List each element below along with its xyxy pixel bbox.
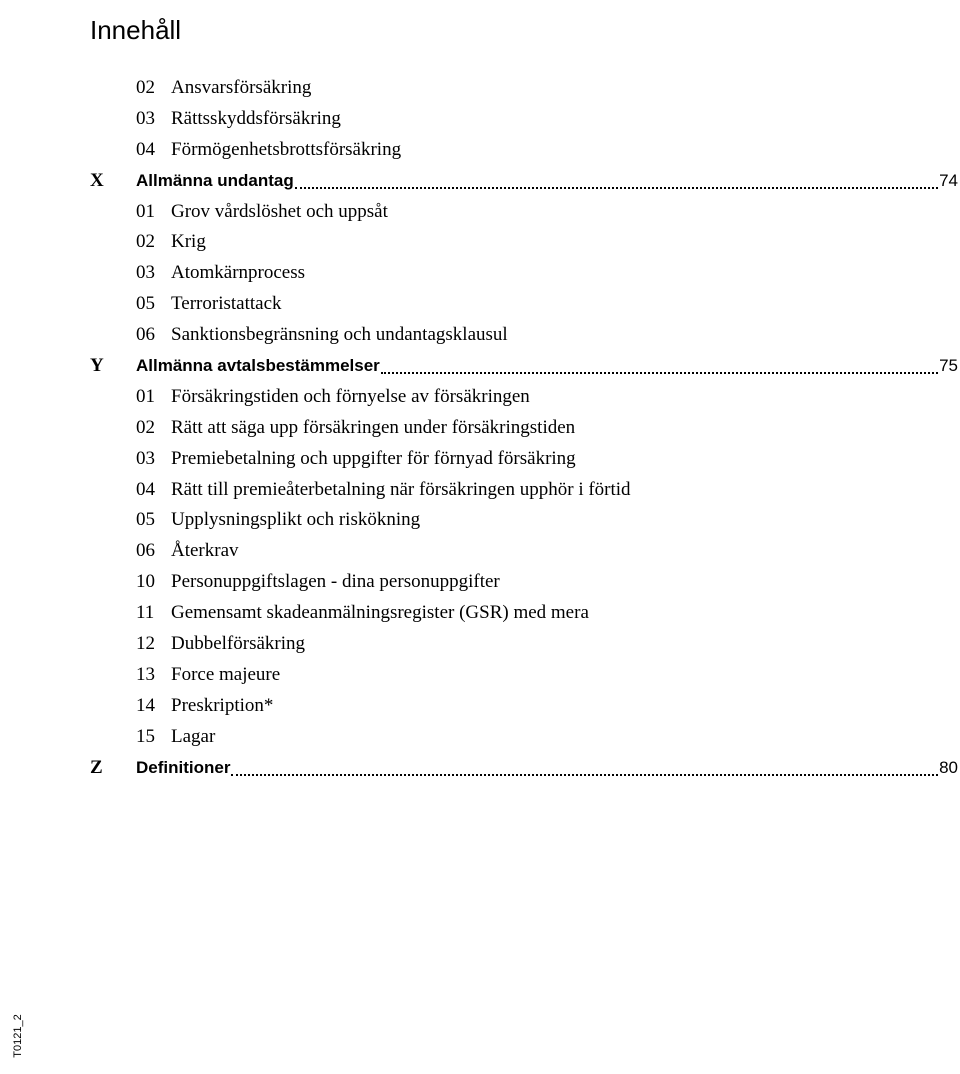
toc-subitem-row[interactable] (0, 72, 960, 103)
toc-subitem-row[interactable] (0, 412, 960, 443)
subitem-title: Rättsskyddsförsäkring (171, 107, 341, 129)
toc-section-row[interactable] (0, 350, 960, 381)
section-letter: Z (90, 756, 103, 778)
toc-subitem-row[interactable] (0, 381, 960, 412)
toc-subitem-row[interactable] (0, 103, 960, 134)
toc-subitem-row[interactable] (0, 597, 960, 628)
subitem-title: Terroristattack (171, 293, 282, 315)
toc-subitem-row[interactable] (0, 288, 960, 319)
dot-leader (295, 187, 938, 189)
page-title: Innehåll (90, 15, 182, 46)
subitem-number: 02 (136, 231, 155, 253)
section-page-number: 74 (939, 170, 958, 190)
subitem-title: Ansvarsförsäkring (171, 77, 312, 98)
dot-leader (381, 372, 938, 374)
section-title: Definitioner (136, 757, 231, 777)
subitem-number: 14 (136, 694, 155, 716)
subitem-title: Premiebetalning och uppgifter för förnyad försäkring (171, 447, 576, 469)
subitem-title: Force majeure (171, 663, 281, 685)
section-page-number: 75 (939, 356, 958, 376)
toc-section-row[interactable] (0, 165, 960, 196)
document-code: T0121_2 (12, 1014, 24, 1058)
section-page-number: 80 (939, 757, 958, 777)
section-entry (136, 168, 960, 194)
subitem-title: Atomkärnprocess (171, 262, 306, 284)
toc-subitem-row[interactable] (0, 690, 960, 721)
subitem-number: 02 (136, 77, 155, 98)
subitem-number: 04 (136, 138, 155, 160)
toc-subitem-row[interactable] (0, 443, 960, 474)
toc-subitem-row[interactable] (0, 721, 960, 752)
subitem-title: Dubbelförsäkring (171, 633, 306, 655)
section-entry (136, 755, 960, 781)
subitem-number: 06 (136, 540, 155, 562)
section-title: Allmänna avtalsbestämmelser (136, 356, 380, 376)
subitem-number: 04 (136, 478, 155, 500)
subitem-title: Sanktionsbegränsning och undantagsklausul (171, 324, 508, 346)
subitem-title: Försäkringstiden och förnyelse av försäkringen (171, 385, 530, 407)
subitem-number: 03 (136, 262, 155, 284)
toc-subitem-row[interactable] (0, 226, 960, 257)
subitem-number: 01 (136, 200, 155, 222)
section-letter: Y (90, 355, 104, 377)
dot-leader (231, 774, 938, 776)
subitem-number: 05 (136, 293, 155, 315)
subitem-title: Krig (171, 231, 206, 253)
toc-subitem-row[interactable] (0, 319, 960, 350)
subitem-number: 03 (136, 107, 155, 129)
subitem-number: 01 (136, 385, 155, 407)
toc-subitem-row[interactable] (0, 474, 960, 505)
subitem-title: Preskription* (171, 694, 274, 716)
subitem-title: Grov vårdslöshet och uppsåt (171, 200, 388, 222)
section-entry (136, 353, 960, 379)
subitem-number: 11 (136, 602, 155, 624)
toc-subitem-row[interactable] (0, 257, 960, 288)
subitem-number: 13 (136, 663, 155, 685)
toc-subitem-row[interactable] (0, 504, 960, 535)
table-of-contents (0, 72, 960, 782)
subitem-title: Rätt till premieåterbetalning när försäkringen upphör i förtid (171, 478, 631, 500)
toc-subitem-row[interactable] (0, 659, 960, 690)
subitem-number: 06 (136, 324, 155, 346)
toc-section-row[interactable] (0, 752, 960, 783)
section-title: Allmänna undantag (136, 170, 294, 190)
subitem-number: 15 (136, 725, 155, 747)
toc-subitem-row[interactable] (0, 535, 960, 566)
subitem-number: 05 (136, 509, 155, 531)
toc-subitem-row[interactable] (0, 628, 960, 659)
section-letter: X (90, 169, 104, 191)
subitem-title: Rätt att säga upp försäkringen under försäkringstiden (171, 416, 576, 438)
subitem-number: 12 (136, 633, 155, 655)
toc-subitem-row[interactable] (0, 196, 960, 227)
subitem-title: Gemensamt skadeanmälningsregister (GSR) med mera (171, 602, 589, 624)
subitem-title: Personuppgiftslagen - dina personuppgifter (171, 571, 500, 593)
subitem-number: 02 (136, 416, 155, 438)
subitem-number: 03 (136, 447, 155, 469)
subitem-title: Lagar (171, 725, 216, 747)
subitem-number: 10 (136, 571, 155, 593)
toc-subitem-row[interactable] (0, 134, 960, 165)
subitem-title: Upplysningsplikt och riskökning (171, 509, 421, 531)
subitem-title: Återkrav (171, 540, 239, 562)
toc-subitem-row[interactable] (0, 566, 960, 597)
subitem-title: Förmögenhetsbrottsförsäkring (171, 138, 402, 160)
